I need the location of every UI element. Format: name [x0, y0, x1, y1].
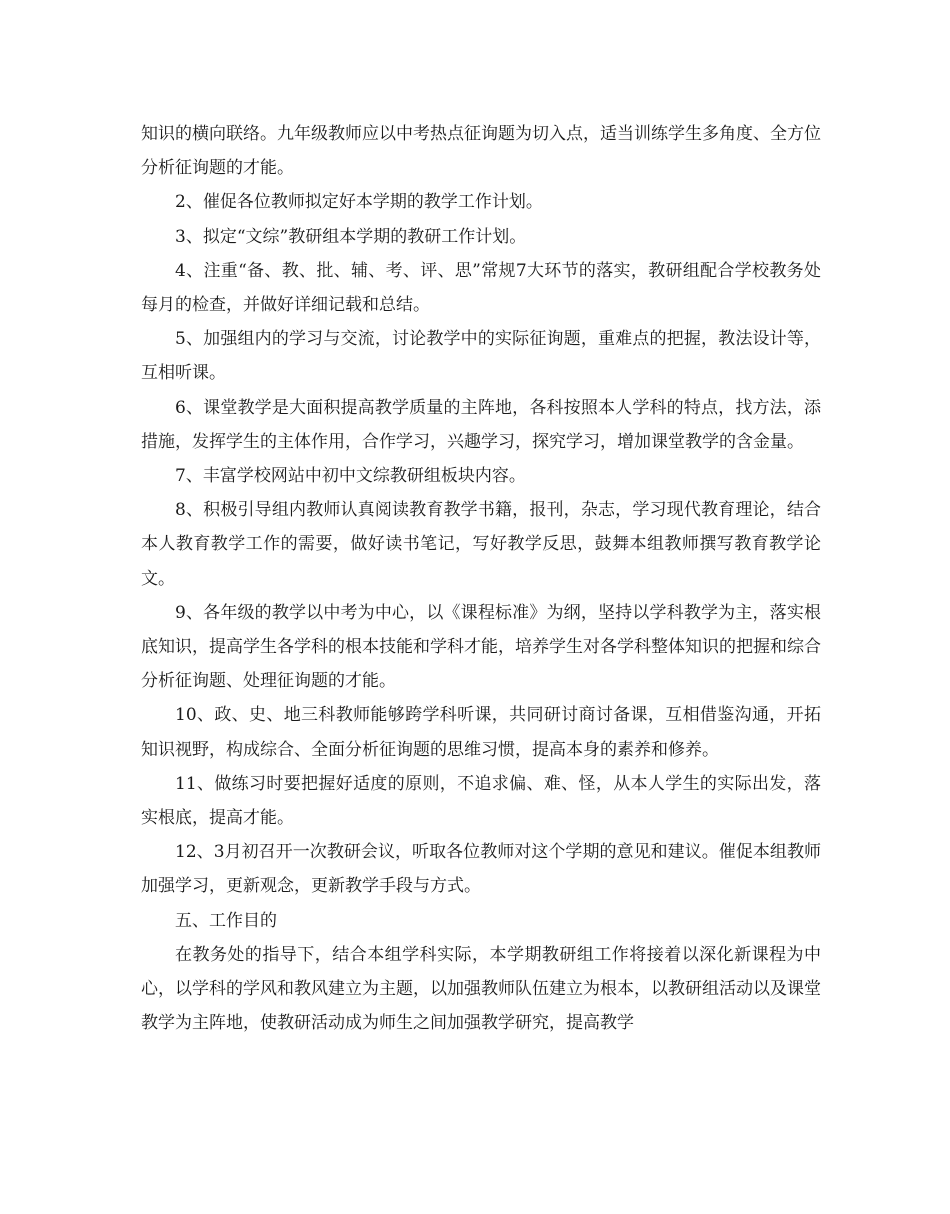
paragraph-item-4: 4、注重“备、教、批、辅、考、评、思”常规7大环节的落实，教研组配合学校教务处每月的检查，并做好详细记载和总结。	[141, 260, 821, 316]
paragraph-continued: 知识的横向联络。九年级教师应以中考热点征询题为切入点，适当训练学生多角度、全方位分析征询题的才能。	[141, 124, 821, 179]
paragraph-item-10: 10、政、史、地三科教师能够跨学科听课，共同研讨商讨备课，互相借鉴沟通，开拓知识视野，构成综合、全面分析征询题的思维习惯，提高本身的素养和修养。	[141, 705, 821, 760]
paragraph-section-intro: 在教务处的指导下，结合本组学科实际，本学期教研组工作将接着以深化新课程为中心，以学科的学风和教风建立为主题，以加强教师队伍建立为根本，以教研组活动以及课堂教学为主阵地，使教研活动成为师生之间加强教学研究，提高教学	[141, 944, 821, 1034]
paragraph-item-2: 2、催促各位教师拟定好本学期的教学工作计划。	[175, 192, 543, 213]
section-heading: 五、工作目的	[175, 910, 277, 931]
paragraph-item-12: 12、3月初召开一次教研会议，听取各位教师对这个学期的意见和建议。催促本组教师加强学习，更新观念，更新教学手段与方式。	[141, 842, 821, 897]
paragraph-item-5: 5、加强组内的学习与交流，讨论教学中的实际征询题，重难点的把握，教法设计等，互相听课。	[141, 329, 821, 384]
paragraph-item-3: 3、拟定“文综”教研组本学期的教研工作计划。	[175, 226, 527, 247]
paragraph-item-7: 7、丰富学校网站中初中文综教研组板块内容。	[175, 466, 526, 487]
paragraph-item-8: 8、积极引导组内教师认真阅读教育教学书籍，报刊，杂志，学习现代教育理论，结合本人教育教学工作的需要，做好读书笔记，写好教学反思，鼓舞本组教师撰写教育教学论文。	[141, 500, 821, 589]
paragraph-item-9: 9、各年级的教学以中考为中心，以《课程标准》为纲，坚持以学科教学为主，落实根底知识，提高学生各学科的根本技能和学科才能，培养学生对各学科整体知识的把握和综合分析征询题、处理征询题的才能。	[141, 602, 821, 692]
paragraph-item-11: 11、做练习时要把握好适度的原则，不追求偏、难、怪，从本人学生的实际出发，落实根底，提高才能。	[141, 773, 821, 829]
paragraph-item-6: 6、课堂教学是大面积提高教学质量的主阵地，各科按照本人学科的特点，找方法，添措施，发挥学生的主体作用，合作学习，兴趣学习，探究学习，增加课堂教学的含金量。	[141, 397, 821, 452]
document-body	[141, 117, 821, 1040]
